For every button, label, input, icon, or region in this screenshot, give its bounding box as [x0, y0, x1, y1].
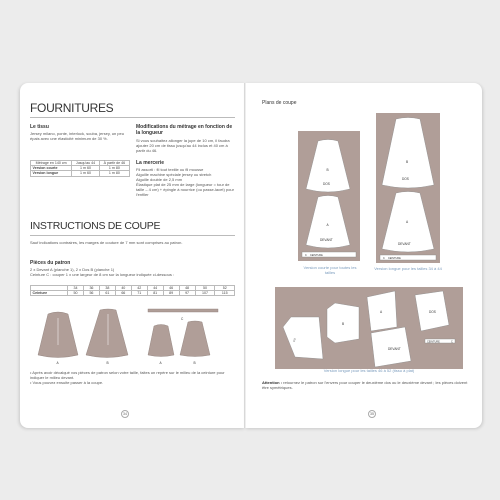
attention-label: Attention :: [262, 380, 282, 385]
mercerie-item: Élastique plat de 25 mm de large (longueur = tour de taille – 4 cm) + épingle à nourrice (ou passe-lacet) pour l'enfiler: [136, 182, 234, 197]
layout-label-dos: DOS: [323, 182, 330, 186]
size-header: 52: [215, 286, 235, 291]
layout-label-devant: DEVANT: [320, 238, 333, 242]
piece-label: B: [106, 361, 109, 365]
caption-short-version: Version courte pour toutes les tailles: [303, 265, 357, 275]
ceinture-value: 115: [215, 291, 235, 296]
metrage-cell: 1 m 60: [72, 171, 99, 176]
attention-text: retournez le patron sur l'envers pour couper le deuxième dos ou le deuxième devant ; les pièces doivent être symétriques.: [262, 380, 468, 390]
piece-label: C: [181, 317, 184, 321]
ceinture-value: 81: [147, 291, 163, 296]
metrage-cell: 1 m 80: [99, 166, 129, 171]
layout-label-devant: DEVANT: [398, 242, 411, 246]
pattern-piece-back-small: [180, 321, 210, 357]
ceinture-value: 50: [68, 291, 84, 296]
caption-long-version-small: Version longue pour les tailles 34 à 44: [374, 266, 442, 271]
title-rule: [30, 117, 235, 118]
pattern-piece-ceinture: [148, 309, 218, 312]
layout-label-b: B: [326, 168, 329, 172]
layout-label-a: A: [406, 220, 409, 224]
tissu-heading: Le tissu: [30, 124, 49, 130]
pattern-piece-back: [86, 309, 128, 358]
size-header: 44: [147, 286, 163, 291]
layout-label-devant: DEVANT: [388, 347, 401, 351]
layout-label-ceinture: CEINTURE: [310, 254, 323, 257]
modifications-heading: Modifications du métrage en fonction de la longueur: [136, 124, 233, 136]
pattern-pieces-illustration: [28, 300, 238, 368]
metrage-header-cell: Métrage en 140 cm: [31, 161, 72, 166]
ceinture-row-label: Ceinture: [31, 291, 68, 296]
size-header: 50: [195, 286, 215, 291]
page-number-right: 35: [368, 410, 376, 418]
layout-label-c: C: [383, 257, 385, 260]
bullet-item: • Après avoir décalqué vos pièces de patron selon votre taille, faites un repère sur le milieu de la ceinture pour indiquer le milieu devant.: [30, 370, 225, 380]
layout-label-pli: PLI: [293, 337, 297, 343]
attention-note: [262, 380, 472, 390]
bullet-item: • Vous pouvez ensuite passer à la coupe.: [30, 380, 104, 385]
metrage-row-label: Version longue: [31, 171, 72, 176]
layout-label-b: B: [342, 322, 345, 326]
instructions-rule: [30, 235, 235, 236]
right-page: [245, 83, 482, 428]
instructions-bullets: [30, 370, 235, 385]
layout-long-version-small: [376, 113, 440, 263]
size-header: 42: [131, 286, 147, 291]
size-header: 34: [68, 286, 84, 291]
plans-de-coupe-title: Plans de coupe: [262, 100, 297, 106]
size-header: 38: [99, 286, 115, 291]
mercerie-item: Fil assorti : fil tout textile ou fil mousse: [136, 167, 204, 172]
layout-long-version-large: [275, 287, 463, 369]
ceinture-value: 107: [195, 291, 215, 296]
layout-label-b: B: [406, 160, 409, 164]
metrage-header-cell: Jusqu'au 44: [72, 161, 99, 166]
mercerie-item: Aiguille double de 2,5 mm: [136, 177, 183, 182]
pieces-line: Ceinture C : couper 1 x une largeur de 8 cm sur la longueur indiquée ci-dessous :: [30, 272, 175, 277]
tissu-text: Jersey milano, ponte, interlock, scuba, jersey, un peu épais avec une élasticité minimum de 30 %.: [30, 131, 124, 141]
size-header: 40: [115, 286, 131, 291]
ceinture-value: 61: [99, 291, 115, 296]
size-header: 48: [179, 286, 195, 291]
layout-short-version: [298, 131, 360, 261]
size-header: 36: [83, 286, 99, 291]
bullet-text: Vous pouvez ensuite passer à la coupe.: [32, 380, 104, 385]
metrage-cell: 1 m 60: [72, 166, 99, 171]
layout-label-c: C: [305, 254, 307, 257]
pieces-line: 2 x Devant A (planche 1), 2 x Dos B (planche 1): [30, 267, 115, 272]
metrage-row-label: Version courte: [31, 166, 72, 171]
ceinture-value: 56: [83, 291, 99, 296]
ceinture-value: 97: [179, 291, 195, 296]
caption-long-version-large: Version longue pour les tailles 46 à 52 (tissu à plat): [323, 368, 415, 373]
layout-label-ceinture: CEINTURE: [427, 340, 440, 344]
metrage-header-cell: À partir de 46: [99, 161, 129, 166]
ceinture-table: [30, 285, 235, 296]
piece-label: A: [56, 361, 59, 365]
layout-label-ceinture: CEINTURE: [388, 257, 401, 260]
layout-label-a: A: [380, 310, 383, 314]
book-spine: [244, 83, 246, 428]
size-header: 46: [163, 286, 179, 291]
layout-label-c: C: [451, 340, 453, 344]
ceinture-value: 66: [115, 291, 131, 296]
pieces-heading: Pièces du patron: [30, 260, 71, 266]
layout-label-a: A: [326, 223, 329, 227]
fournitures-title: FOURNITURES: [30, 101, 114, 115]
piece-label: A: [159, 361, 162, 365]
page-number-left: 34: [121, 410, 129, 418]
pattern-piece-front-small: [148, 325, 174, 357]
metrage-cell: 1 m 80: [99, 171, 129, 176]
mercerie-item: Aiguille machine spéciale jersey ou stretch: [136, 172, 212, 177]
metrage-table: [30, 160, 130, 177]
instructions-title: INSTRUCTIONS DE COUPE: [30, 220, 161, 232]
ceinture-value: 89: [163, 291, 179, 296]
piece-label: B: [193, 361, 196, 365]
bullet-text: Après avoir décalqué vos pièces de patron selon votre taille, faites un repère sur le milieu de la ceinture pour indiquer le milieu devant.: [30, 370, 225, 380]
instructions-intro: Sauf indications contraires, les marges de couture de 7 mm sont comprises au patron.: [30, 240, 183, 245]
mercerie-heading: La mercerie: [136, 160, 165, 166]
layout-label-dos: DOS: [402, 177, 409, 181]
modifications-text: Si vous souhaitez allonger la jupe de 10 cm, il faudra ajouter 20 cm de tissu jusqu'au 44 inclus et 40 cm à partir du 46.: [136, 138, 230, 153]
ceinture-value: 71: [131, 291, 147, 296]
layout-label-dos: DOS: [429, 310, 436, 314]
mercerie-list: [136, 167, 234, 197]
